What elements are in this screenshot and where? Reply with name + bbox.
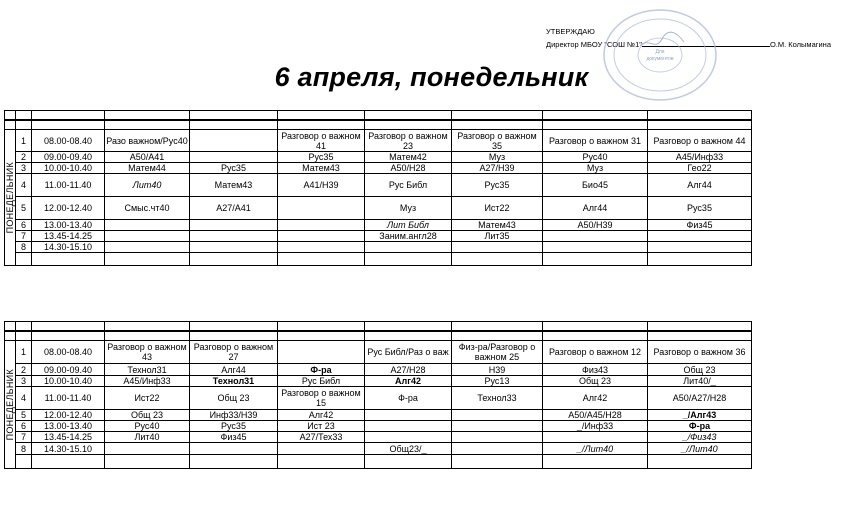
blank-cell bbox=[278, 455, 365, 469]
page-title: 6 апреля, понедельник bbox=[274, 62, 589, 92]
lesson-cell: _/Лит40 bbox=[543, 443, 648, 455]
lesson-number: 3 bbox=[16, 163, 32, 174]
lesson-cell: Разо важном/Рус40 bbox=[105, 130, 190, 152]
class-name bbox=[365, 331, 452, 341]
blank-row bbox=[5, 455, 752, 469]
lesson-cell bbox=[452, 432, 543, 443]
blank-cell bbox=[365, 253, 452, 266]
lesson-cell: А50/А27/Н28 bbox=[648, 387, 752, 410]
corner-cell bbox=[32, 322, 105, 331]
lesson-cell: Ист 23 bbox=[278, 421, 365, 432]
table-row bbox=[5, 432, 752, 443]
lesson-cell: Био45 bbox=[543, 174, 648, 197]
lesson-cell: Муз bbox=[365, 197, 452, 220]
blank-cell bbox=[452, 322, 543, 331]
lesson-cell: А41/Н39 bbox=[278, 174, 365, 197]
blank-cell bbox=[365, 111, 452, 120]
day-label: ПОНЕДЕЛЬНИК bbox=[5, 161, 15, 234]
class-name bbox=[648, 120, 752, 130]
lesson-cell: Алг44 bbox=[648, 174, 752, 197]
header-blank-row bbox=[5, 322, 752, 331]
blank-cell bbox=[16, 455, 32, 469]
lesson-cell: Лит40 bbox=[105, 174, 190, 197]
lesson-cell: Рус40 bbox=[543, 152, 648, 163]
class-name bbox=[190, 120, 278, 130]
lesson-time: 13.00-13.40 bbox=[32, 421, 105, 432]
blank-cell bbox=[648, 455, 752, 469]
lesson-time: 09.00-09.40 bbox=[32, 364, 105, 376]
class-name bbox=[105, 120, 190, 130]
class-name bbox=[543, 331, 648, 341]
corner-cell bbox=[16, 120, 32, 130]
table-row bbox=[5, 376, 752, 387]
table-row bbox=[5, 231, 752, 242]
svg-text:Для: Для bbox=[655, 49, 665, 55]
lesson-cell: Матем43 bbox=[278, 163, 365, 174]
blank-cell bbox=[105, 111, 190, 120]
lesson-cell bbox=[452, 242, 543, 253]
lesson-cell: Разговор о важном 41 bbox=[278, 130, 365, 152]
blank-cell bbox=[16, 253, 32, 266]
class-name bbox=[543, 120, 648, 130]
lesson-cell: Ф-ра bbox=[278, 364, 365, 376]
lesson-cell: Гео22 bbox=[648, 163, 752, 174]
lesson-cell bbox=[543, 231, 648, 242]
lesson-time: 12.00-12.40 bbox=[32, 410, 105, 421]
lesson-cell: Общ 23 bbox=[543, 376, 648, 387]
blank-cell bbox=[543, 253, 648, 266]
lesson-cell bbox=[278, 242, 365, 253]
day-label-cell bbox=[5, 130, 16, 266]
lesson-number: 6 bbox=[16, 220, 32, 231]
corner-cell bbox=[5, 322, 16, 331]
lesson-time: 12.00-12.40 bbox=[32, 197, 105, 220]
lesson-cell: Алг44 bbox=[543, 197, 648, 220]
lesson-number: 7 bbox=[16, 432, 32, 443]
lesson-cell bbox=[105, 443, 190, 455]
blank-cell bbox=[190, 253, 278, 266]
lesson-number: 4 bbox=[16, 387, 32, 410]
lesson-cell: Общ 23 bbox=[105, 410, 190, 421]
table-row bbox=[5, 443, 752, 455]
table-row bbox=[5, 174, 752, 197]
blank-cell bbox=[278, 111, 365, 120]
lesson-cell: _/Лит40 bbox=[648, 443, 752, 455]
lesson-number: 7 bbox=[16, 231, 32, 242]
lesson-cell: Разговор о важном 31 bbox=[543, 130, 648, 152]
approval-position: Директор МБОУ "СОШ №1" bbox=[546, 40, 642, 49]
lesson-cell: А27/Н39 bbox=[452, 163, 543, 174]
corner-cell bbox=[16, 331, 32, 341]
lesson-cell: Рус Библ bbox=[365, 174, 452, 197]
lesson-cell: Смыс.чт40 bbox=[105, 197, 190, 220]
lesson-cell: Матем43 bbox=[452, 220, 543, 231]
blank-cell bbox=[32, 455, 105, 469]
lesson-cell: А50/А45/Н28 bbox=[543, 410, 648, 421]
lesson-cell: Физ45 bbox=[648, 220, 752, 231]
lesson-cell: Рус35 bbox=[190, 421, 278, 432]
lesson-cell: Ист22 bbox=[105, 387, 190, 410]
lesson-cell: Ф-ра bbox=[648, 421, 752, 432]
lesson-cell: Технол31 bbox=[105, 364, 190, 376]
lesson-cell: Физ43 bbox=[543, 364, 648, 376]
lesson-cell: А50/А41 bbox=[105, 152, 190, 163]
lesson-number: 2 bbox=[16, 364, 32, 376]
lesson-number: 1 bbox=[16, 341, 32, 364]
class-name bbox=[648, 331, 752, 341]
lesson-time: 10.00-10.40 bbox=[32, 163, 105, 174]
lesson-cell: Рус Библ/Раз о важ bbox=[365, 341, 452, 364]
lesson-cell: Рус35 bbox=[278, 152, 365, 163]
blank-cell bbox=[278, 253, 365, 266]
day-label: ПОНЕДЕЛЬНИК bbox=[5, 368, 15, 441]
table-row bbox=[5, 364, 752, 376]
lesson-cell: Разговор о важном 23 bbox=[365, 130, 452, 152]
lesson-cell bbox=[190, 443, 278, 455]
class-header-row bbox=[5, 331, 752, 341]
lesson-cell bbox=[648, 242, 752, 253]
svg-text:документов: документов bbox=[646, 56, 674, 62]
lesson-cell: Общ 23 bbox=[648, 364, 752, 376]
lesson-cell: Физ45 bbox=[190, 432, 278, 443]
table-row bbox=[5, 197, 752, 220]
lesson-cell bbox=[190, 242, 278, 253]
lesson-cell: Инф33/Н39 bbox=[190, 410, 278, 421]
class-name bbox=[190, 331, 278, 341]
blank-cell bbox=[648, 111, 752, 120]
table-row bbox=[5, 421, 752, 432]
lesson-time: 11.00-11.40 bbox=[32, 174, 105, 197]
lesson-number: 6 bbox=[16, 421, 32, 432]
lesson-cell: Технол31 bbox=[190, 376, 278, 387]
lesson-cell: Разговор о важном 27 bbox=[190, 341, 278, 364]
table-row bbox=[5, 387, 752, 410]
blank-cell bbox=[452, 253, 543, 266]
lesson-cell: Рус35 bbox=[190, 163, 278, 174]
table-row bbox=[5, 220, 752, 231]
lesson-cell: Матем44 bbox=[105, 163, 190, 174]
lesson-cell bbox=[278, 341, 365, 364]
blank-cell bbox=[32, 253, 105, 266]
lesson-cell: Матем43 bbox=[190, 174, 278, 197]
lesson-time: 10.00-10.40 bbox=[32, 376, 105, 387]
lesson-cell: Лит40/_ bbox=[648, 376, 752, 387]
lesson-cell bbox=[452, 421, 543, 432]
class-header-row bbox=[5, 120, 752, 130]
lesson-cell: Алг42 bbox=[278, 410, 365, 421]
corner-cell bbox=[32, 111, 105, 120]
lesson-time: 13.45-14.25 bbox=[32, 432, 105, 443]
blank-cell bbox=[105, 455, 190, 469]
lesson-cell: Общ23/_ bbox=[365, 443, 452, 455]
corner-cell bbox=[32, 120, 105, 130]
lesson-cell: А27/Тех33 bbox=[278, 432, 365, 443]
lesson-cell: Рус40 bbox=[105, 421, 190, 432]
lesson-cell: А45/Инф33 bbox=[648, 152, 752, 163]
blank-cell bbox=[105, 253, 190, 266]
schedule-table-2 bbox=[4, 321, 752, 469]
lesson-cell: А50/Н39 bbox=[543, 220, 648, 231]
lesson-cell: Разговор о важном 15 bbox=[278, 387, 365, 410]
class-name bbox=[452, 120, 543, 130]
blank-cell bbox=[365, 322, 452, 331]
blank-cell bbox=[452, 111, 543, 120]
class-name bbox=[278, 120, 365, 130]
corner-cell bbox=[5, 120, 16, 130]
class-name bbox=[105, 331, 190, 341]
lesson-number: 1 bbox=[16, 130, 32, 152]
lesson-cell: Матем42 bbox=[365, 152, 452, 163]
lesson-time: 08.00-08.40 bbox=[32, 130, 105, 152]
lesson-cell bbox=[105, 231, 190, 242]
lesson-cell: Муз bbox=[543, 163, 648, 174]
blank-cell bbox=[543, 322, 648, 331]
lesson-number: 8 bbox=[16, 242, 32, 253]
lesson-cell bbox=[190, 231, 278, 242]
lesson-cell: А50/Н28 bbox=[365, 163, 452, 174]
blank-cell bbox=[648, 253, 752, 266]
lesson-number: 5 bbox=[16, 197, 32, 220]
lesson-cell: _/Физ43 bbox=[648, 432, 752, 443]
blank-cell bbox=[543, 111, 648, 120]
lesson-cell: Разговор о важном 44 bbox=[648, 130, 752, 152]
lesson-cell bbox=[190, 152, 278, 163]
lesson-number: 2 bbox=[16, 152, 32, 163]
lesson-cell: Алг44 bbox=[190, 364, 278, 376]
lesson-cell: Лит35 bbox=[452, 231, 543, 242]
lesson-cell bbox=[452, 410, 543, 421]
lesson-time: 13.00-13.40 bbox=[32, 220, 105, 231]
schedule-table-1 bbox=[4, 110, 752, 266]
blank-cell bbox=[648, 322, 752, 331]
lesson-cell bbox=[278, 443, 365, 455]
lesson-time: 14.30-15.10 bbox=[32, 443, 105, 455]
lesson-cell: Алг42 bbox=[365, 376, 452, 387]
corner-cell bbox=[16, 322, 32, 331]
lesson-cell bbox=[278, 220, 365, 231]
lesson-cell: Разговор о важном 35 bbox=[452, 130, 543, 152]
table-row bbox=[5, 163, 752, 174]
lesson-cell: Разговор о важном 12 bbox=[543, 341, 648, 364]
lesson-cell: Рус35 bbox=[452, 174, 543, 197]
approval-name: О.М. Колымагина bbox=[769, 40, 831, 49]
blank-cell bbox=[452, 455, 543, 469]
lesson-cell: Заним.англ28 bbox=[365, 231, 452, 242]
class-name bbox=[452, 331, 543, 341]
table-row bbox=[5, 410, 752, 421]
lesson-cell bbox=[278, 231, 365, 242]
lesson-cell: Рус13 bbox=[452, 376, 543, 387]
lesson-cell: А45/Инф33 bbox=[105, 376, 190, 387]
lesson-cell bbox=[105, 220, 190, 231]
lesson-cell bbox=[648, 231, 752, 242]
table-row bbox=[5, 341, 752, 364]
blank-cell bbox=[190, 111, 278, 120]
blank-cell bbox=[543, 455, 648, 469]
lesson-cell bbox=[278, 197, 365, 220]
lesson-time: 11.00-11.40 bbox=[32, 387, 105, 410]
lesson-cell bbox=[105, 242, 190, 253]
lesson-cell: Н39 bbox=[452, 364, 543, 376]
blank-cell bbox=[190, 455, 278, 469]
header-blank-row bbox=[5, 111, 752, 120]
lesson-cell: А27/Н28 bbox=[365, 364, 452, 376]
class-name bbox=[278, 331, 365, 341]
lesson-cell bbox=[365, 410, 452, 421]
lesson-cell: Ист22 bbox=[452, 197, 543, 220]
lesson-cell bbox=[543, 242, 648, 253]
approval-line1: УТВЕРЖДАЮ bbox=[546, 27, 595, 36]
table-row bbox=[5, 152, 752, 163]
table-row bbox=[5, 242, 752, 253]
lesson-cell: Физ-ра/Разговор о важном 25 bbox=[452, 341, 543, 364]
lesson-cell: Разговор о важном 43 bbox=[105, 341, 190, 364]
lesson-cell: Разговор о важном 36 bbox=[648, 341, 752, 364]
lesson-cell bbox=[543, 432, 648, 443]
lesson-cell bbox=[190, 130, 278, 152]
blank-cell bbox=[365, 455, 452, 469]
lesson-number: 8 bbox=[16, 443, 32, 455]
corner-cell bbox=[5, 331, 16, 341]
lesson-time: 08.00-08.40 bbox=[32, 341, 105, 364]
corner-cell bbox=[5, 111, 16, 120]
lesson-number: 5 bbox=[16, 410, 32, 421]
lesson-time: 09.00-09.40 bbox=[32, 152, 105, 163]
blank-cell bbox=[190, 322, 278, 331]
lesson-cell: _/Алг43 bbox=[648, 410, 752, 421]
lesson-cell: Рус35 bbox=[648, 197, 752, 220]
lesson-cell: А27/А41 bbox=[190, 197, 278, 220]
lesson-cell: Лит Библ bbox=[365, 220, 452, 231]
lesson-number: 3 bbox=[16, 376, 32, 387]
blank-cell bbox=[105, 322, 190, 331]
lesson-cell: Технол33 bbox=[452, 387, 543, 410]
lesson-time: 14.30-15.10 bbox=[32, 242, 105, 253]
table-row bbox=[5, 130, 752, 152]
lesson-time: 13.45-14.25 bbox=[32, 231, 105, 242]
corner-cell bbox=[32, 331, 105, 341]
lesson-cell: _/Инф33 bbox=[543, 421, 648, 432]
lesson-cell: Муз bbox=[452, 152, 543, 163]
lesson-number: 4 bbox=[16, 174, 32, 197]
day-label-cell bbox=[5, 341, 16, 469]
lesson-cell: Алг42 bbox=[543, 387, 648, 410]
lesson-cell bbox=[452, 443, 543, 455]
lesson-cell bbox=[365, 421, 452, 432]
lesson-cell bbox=[365, 432, 452, 443]
corner-cell bbox=[16, 111, 32, 120]
lesson-cell: Рус Библ bbox=[278, 376, 365, 387]
lesson-cell bbox=[190, 220, 278, 231]
lesson-cell: Ф-ра bbox=[365, 387, 452, 410]
lesson-cell: Общ 23 bbox=[190, 387, 278, 410]
class-name bbox=[365, 120, 452, 130]
blank-cell bbox=[278, 322, 365, 331]
lesson-cell: Лит40 bbox=[105, 432, 190, 443]
lesson-cell bbox=[365, 242, 452, 253]
blank-row bbox=[5, 253, 752, 266]
